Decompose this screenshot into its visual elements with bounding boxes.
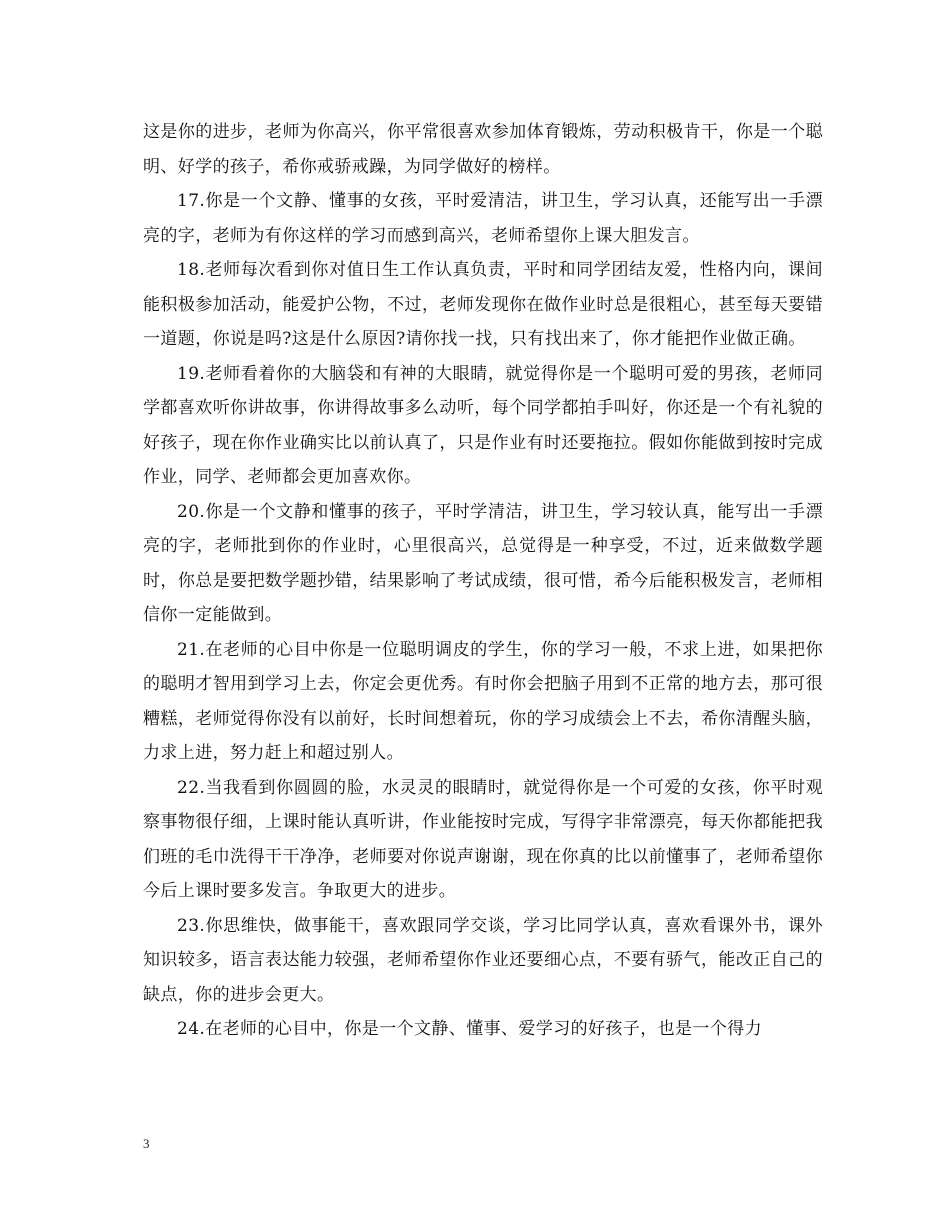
paragraph-22: 22.当我看到你圆圆的脸，水灵灵的眼睛时，就觉得你是一个可爱的女孩，你平时观察事物很仔细，上课时能认真听讲，作业能按时完成，写得字非常漂亮，每天你都能把我们班的毛巾洗得干干净净，老师要对你说声谢谢，现在你真的比以前懂事了，老师希望你今后上课时要多发言。争取更大的进步。: [143, 777, 823, 901]
paragraph-18: 18.老师每次看到你对值日生工作认真负责，平时和同学团结友爱，性格内向，课间能积极参加活动，能爱护公物，不过，老师发现你在做作业时总是很粗心，甚至每天要错一道题，你说是吗?这是什么原因?请你找一找，只有找出来了，你才能把作业做正确。: [143, 260, 823, 349]
paragraph-continuation: 这是你的进步，老师为你高兴，你平常很喜欢参加体育锻炼，劳动积极肯干，你是一个聪明、好学的孩子，希你戒骄戒躁，为同学做好的榜样。: [143, 122, 823, 177]
paragraph-19: 19.老师看着你的大脑袋和有神的大眼睛，就觉得你是一个聪明可爱的男孩，老师同学都喜欢听你讲故事，你讲得故事多么动听，每个同学都拍手叫好，你还是一个有礼貌的好孩子，现在你作业确实比以前认真了，只是作业有时还要拖拉。假如你能做到按时完成作业，同学、老师都会更加喜欢你。: [143, 363, 823, 487]
page-number: 3: [143, 1136, 150, 1151]
document-body: [143, 115, 823, 1047]
paragraph-23: 23.你思维快，做事能干，喜欢跟同学交谈，学习比同学认真，喜欢看课外书，课外知识较多，语言表达能力较强，老师希望你作业还要细心点，不要有骄气，能改正自己的缺点，你的进步会更大。: [143, 915, 823, 1005]
paragraph-17: 17.你是一个文静、懂事的女孩，平时爱清洁，讲卫生，学习认真，还能写出一手漂亮的字，老师为有你这样的学习而感到高兴，老师希望你上课大胆发言。: [143, 191, 823, 246]
paragraph-20: 20.你是一个文静和懂事的孩子，平时学清洁，讲卫生，学习较认真，能写出一手漂亮的字，老师批到你的作业时，心里很高兴，总觉得是一种享受，不过，近来做数学题时，你总是要把数学题抄错，结果影响了考试成绩，很可惜，希今后能积极发言，老师相信你一定能做到。: [143, 501, 823, 625]
paragraph-24: 24.在老师的心目中，你是一个文静、懂事、爱学习的好孩子，也是一个得力: [177, 1019, 763, 1039]
paragraph-21: 21.在老师的心目中你是一位聪明调皮的学生，你的学习一般，不求上进，如果把你的聪明才智用到学习上去，你定会更优秀。有时你会把脑子用到不正常的地方去，那可很糟糕，老师觉得你没有以前好，长时间想着玩，你的学习成绩会上不去，希你清醒头脑，力求上进，努力赶上和超过别人。: [143, 639, 823, 763]
